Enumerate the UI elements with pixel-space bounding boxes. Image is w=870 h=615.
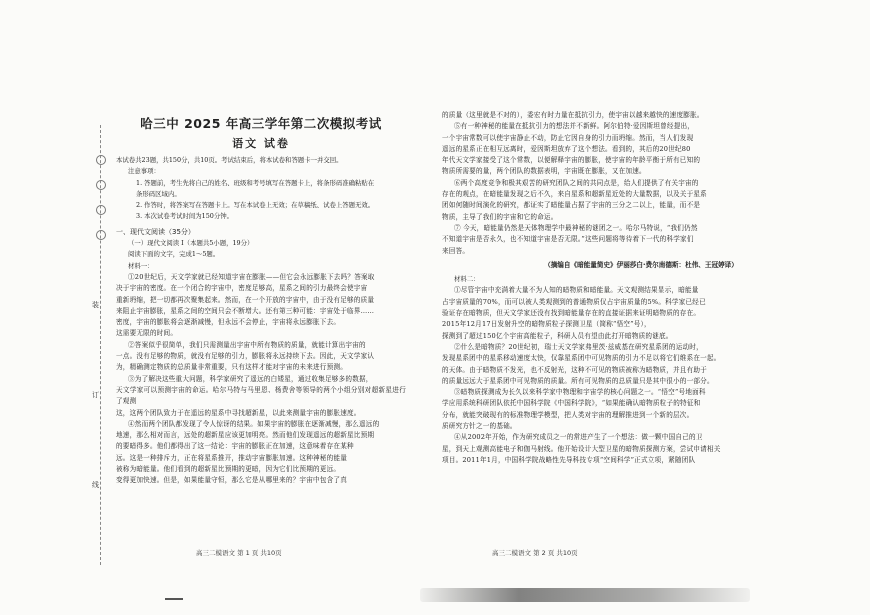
text-line: 来阻止宇宙膨胀，星系之间的空间只会不断增大。还有第三种可能：宇宙处于临界……	[116, 306, 375, 315]
text-line: 材料一：	[128, 261, 154, 270]
binding-hole-icon	[96, 180, 106, 190]
text-line: 星，到天上观测高能电子和伽马射线。他开始设计大型卫星的暗物质探测方案，尝试申请相关	[442, 444, 721, 453]
text-line: 来回答。	[442, 246, 470, 255]
scan-mark	[165, 598, 183, 600]
binding-hole-icon	[96, 205, 106, 215]
binding-hole-icon	[96, 155, 106, 165]
text-line: 为，精确测定物质的总质量非常重要，只有这样才能对宇宙的未来进行预测。	[116, 363, 347, 372]
text-line: 学应用系统科研团队依托中国科学院《中国科学院》，“如果能确认暗物质粒子的特征和	[442, 399, 701, 408]
text-line: 条形码区域内。	[136, 189, 181, 198]
text-line: （摘编自《暗能量简史》伊丽莎白·费尔南德斯：杜伟、王冠婷译）	[544, 260, 738, 269]
text-line: 一、现代文阅读（35分）	[116, 227, 195, 236]
binding-label: 装	[92, 301, 99, 309]
text-line: 的质量远远大于星系团中可见物质的质量。所有可见物质的总质量只是其中很小的一部分。	[442, 376, 714, 385]
text-line: ②什么是暗物质？20世纪初，瑞士天文学家弗里茨·兹威基在研究星系团的运动时，	[454, 342, 703, 351]
page-2	[430, 0, 870, 615]
text-line: ⑥两个高度竞争和极其艰苦的研究团队之间的共同点是，给人们提供了有关宇宙的	[454, 178, 699, 187]
page-2-footer: 高三二模语文 第 2 页 共10页	[492, 549, 578, 557]
text-line: 不知道宇宙是否永久，也不知道宇宙是否无限。”这些问题将等待着下一代的科学家们	[442, 235, 694, 244]
text-line: ⑤有一种神秘的能量在抵抗引力的想法并不新鲜。阿尔伯特·爱因斯坦曾经提出，	[454, 122, 695, 131]
text-line: 存在的观点，在暗能量发现之后不久，来自星系和超新星近处的大量数据，以及关于星系	[442, 190, 707, 199]
page-2-column	[442, 110, 840, 466]
text-line: （一）现代文阅读 I（本题共5小题，19分）	[128, 239, 254, 248]
text-line: ②答案似乎很简单，我们只需测量出宇宙中所有物质的质量，就能计算出宇宙的	[128, 340, 366, 349]
text-line: ③为了解决这些重大问题，科学家研究了遥远的白矮星，通过收集足够多的数据，	[128, 374, 373, 383]
page-1-footer: 高三二模语文 第 1 页 共10页	[196, 549, 282, 557]
page-1-column	[116, 115, 406, 487]
text-line: 地速，那么相对而言，远处的超新星应该更加明亮。然而他们发现遥远的超新星比预期	[116, 431, 375, 440]
text-line: 这，这两个团队致力于在遥远的星系中寻找超新星，以此来测量宇宙的膨胀速度。	[116, 408, 361, 417]
text-line: 1. 答题前，考生先将自己的姓名、班级和考号填写在答题卡上，将条形码准确粘贴在	[136, 178, 375, 187]
text-line: 的天体。由于暗物质不发光，也不反射光，这种不可见的物质被称为暗物质，并且有助于	[442, 365, 707, 374]
text-line: ①尽管宇宙中充满着大量不为人知的暗物质和暗能量。天文观测结果显示，暗能量	[454, 286, 699, 295]
text-line: 质研究方针之一的基础。	[442, 422, 517, 431]
text-line: 年代天文学家接受了这个常数，以便解释宇宙的膨胀，使宇宙的年龄平衡于所有已知的	[442, 156, 701, 165]
text-line: 的质量（这里就是不对的），委宏有时力量在抵抗引力，使宇宙以越来越快的速度膨胀。	[442, 111, 704, 119]
text-line: 探测到了超过150亿个宇宙高能粒子，科研人员有望由此打开暗物质的谜底。	[442, 331, 673, 340]
text-line: 遥远的星系正在相互远离时，爱因斯坦放弃了这个想法。看到的，其后的20世纪80	[442, 144, 691, 153]
text-line: 3. 本次试卷考试时间为150分钟。	[136, 212, 234, 221]
exam-title: 哈三中 2025 年高三学年第二次模拟考试	[140, 116, 382, 131]
text-line: 2. 作答时，将答案写在答题卡上。写在本试卷上无效；在草稿纸、试卷上答题无效。	[136, 201, 375, 210]
binding-margin	[90, 125, 112, 565]
text-line: ①20世纪后，天文学家就已经知道宇宙在膨胀——但它会永远膨胀下去吗？答案取	[128, 272, 375, 281]
text-line: 2015年12月17日发射升空的暗物质粒子探测卫星（简称“悟空”号），	[442, 320, 651, 329]
text-line: 密度，宇宙的膨胀将会逐渐减慢，但永远不会停止，宇宙将永远膨胀下去。	[116, 318, 341, 327]
text-line: 远。这是一种排斥力，正在将星系推开，推动宇宙膨胀加速。这种神秘的能量	[116, 453, 347, 462]
text-line: 一个宇宙常数可以使宇宙静止不动，防止它因自身的引力而坍缩。然而，当人们发现	[442, 133, 694, 142]
binding-hole-icon	[96, 230, 106, 240]
binding-label: 订	[92, 391, 99, 399]
text-line: 分布，就能突破现有的标准物理学模型，把人类对宇宙的理解推进到一个新的层次。	[442, 410, 694, 419]
text-line: ⑦ 今天，暗能量仍然是天体物理学中最神秘的谜团之一。哈尔马特说，“我们仍然	[454, 223, 698, 232]
text-line: 验证存在暗物质，但天文学家还没有找到暗能量存在的直接证据来证明暗物质的存在。	[442, 309, 701, 318]
page-1	[0, 0, 430, 615]
text-line: 发现星系团中的星系移动速度太快，仅靠星系团中可见物质的引力不足以将它们维系在一起。	[442, 354, 721, 363]
text-line: ④从2002年开始，作为研究成员之一的常进产生了一个想法：做一颗中国自己的卫	[454, 433, 703, 442]
text-line: 材料二：	[454, 275, 480, 284]
text-line: 天文学家可以预测宇宙的命运。哈尔马特与马里恩、杨费舍等领导的两个小组分别对超新星进行了观测	[116, 385, 406, 406]
text-line: ④然而两个团队都发现了令人惊讶的结果。如果宇宙的膨胀在逐渐减慢，那么遥远的	[128, 419, 380, 428]
text-line: 一点。没有足够的物质，就没有足够的引力，膨胀将永远持续下去。因此，天文学家认	[116, 352, 375, 361]
scan-smudge	[420, 588, 750, 602]
binding-dashed-line	[100, 125, 101, 565]
text-line: 被称为暗能量。他们看到的超新星比预期的更暗，因为它们比预期的更远。	[116, 465, 341, 474]
text-line: 决于宇宙的密度。在一个闭合的宇宙中，密度足够高，星系之间的引力最终会使宇宙	[116, 284, 368, 293]
text-line: 团如何随时间演化的研究，都证实了暗能量占据了宇宙的三分之二以上，能量，而不是	[442, 201, 701, 210]
text-line: 变得更加快速。但是，如果能量守恒，那么它是从哪里来的？宇宙中包含了真	[116, 476, 347, 485]
text-line: 重新坍缩，把一切都再次聚集起来。然而，在一个开放的宇宙中，由于没有足够的质量	[116, 295, 375, 304]
text-line: 本试卷共23题，共150分，共10页。考试结束后，将本试卷和答题卡一并交回。	[116, 156, 343, 164]
text-line: 项目。2011年1月，中国科学院战略性先导科技专项“空间科学”正式立项，紧随团队	[442, 455, 696, 464]
binding-label: 线	[92, 481, 99, 489]
exam-subtitle: 语文 试卷	[232, 137, 290, 150]
text-line: 物质，主导了我们的宇宙和它的命运。	[442, 212, 558, 221]
text-line: 注意事项：	[128, 167, 160, 176]
text-line: ③暗物质探测成为长久以来科学家中物理和宇宙学的核心问题之一。“悟空”号地面科	[454, 388, 706, 397]
text-line: 阅读下面的文字，完成1～5题。	[128, 250, 220, 259]
text-line: 占宇宙质量的70%，而可以被人类观测到的普通物质仅占宇宙质量的5%。科学家已经已	[442, 297, 706, 306]
text-line: 这需要无限的时间。	[116, 329, 178, 338]
text-line: 物质所需要的量，两个团队的数据表明，宇宙既在膨胀，又在加速。	[442, 167, 646, 176]
text-line: 的要暗得多。他们都得出了这一结论：宇宙的膨胀正在加速，这意味着存在某种	[116, 442, 354, 451]
